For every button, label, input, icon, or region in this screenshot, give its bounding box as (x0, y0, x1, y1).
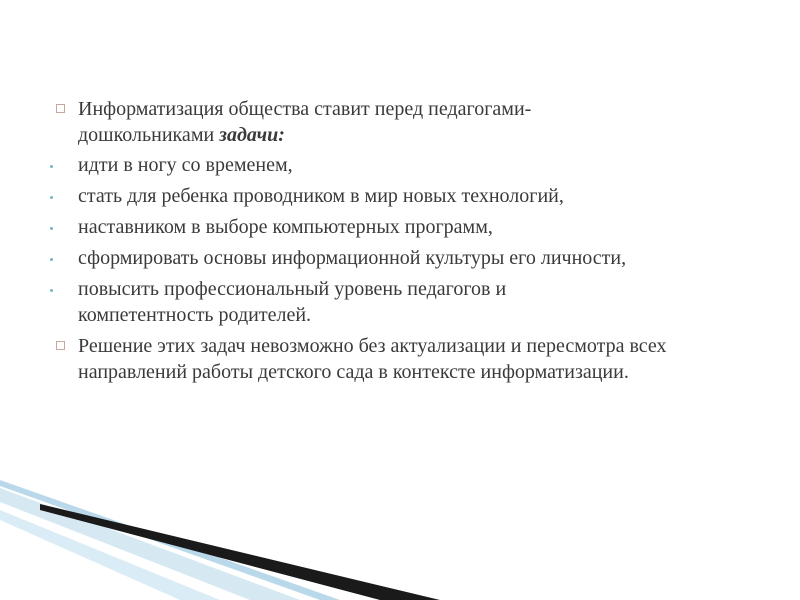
conclusion-text: Решение этих задач невозможно без актуализации и пересмотра всех направлений работы детского сада в контексте информатизации. (78, 335, 667, 383)
list-item (54, 214, 754, 240)
dot-bullet-icon (50, 196, 53, 199)
list-item-text: стать для ребенка проводником в мир новых технологий, (78, 185, 564, 207)
intro-line-2: дошкольниками (78, 124, 220, 146)
list-item-text: наставником в выборе компьютерных программ, (78, 216, 493, 238)
intro-line-1: Информатизация общества ставит перед педагогами- (78, 98, 532, 120)
intro-emphasis: задачи: (219, 124, 285, 146)
dot-bullet-icon (50, 258, 53, 261)
square-bullet-icon (56, 104, 65, 113)
dot-bullet-icon (50, 289, 53, 292)
intro-paragraph (54, 96, 754, 148)
dot-bullet-icon (50, 227, 53, 230)
list-item-text: идти в ногу со временем, (78, 154, 293, 176)
list-item-text: повысить профессиональный уровень педагогов и компетентность родителей. (78, 278, 507, 326)
list-item-text: сформировать основы информационной культуры его личности, (78, 247, 627, 269)
dot-bullet-icon (50, 165, 53, 168)
square-bullet-icon (56, 341, 65, 350)
conclusion-paragraph (54, 333, 768, 385)
slide-body (54, 96, 754, 389)
list-item (54, 276, 638, 328)
list-item (54, 152, 754, 178)
decorative-stripes (0, 480, 800, 600)
list-item (54, 183, 754, 209)
list-item (54, 245, 754, 271)
